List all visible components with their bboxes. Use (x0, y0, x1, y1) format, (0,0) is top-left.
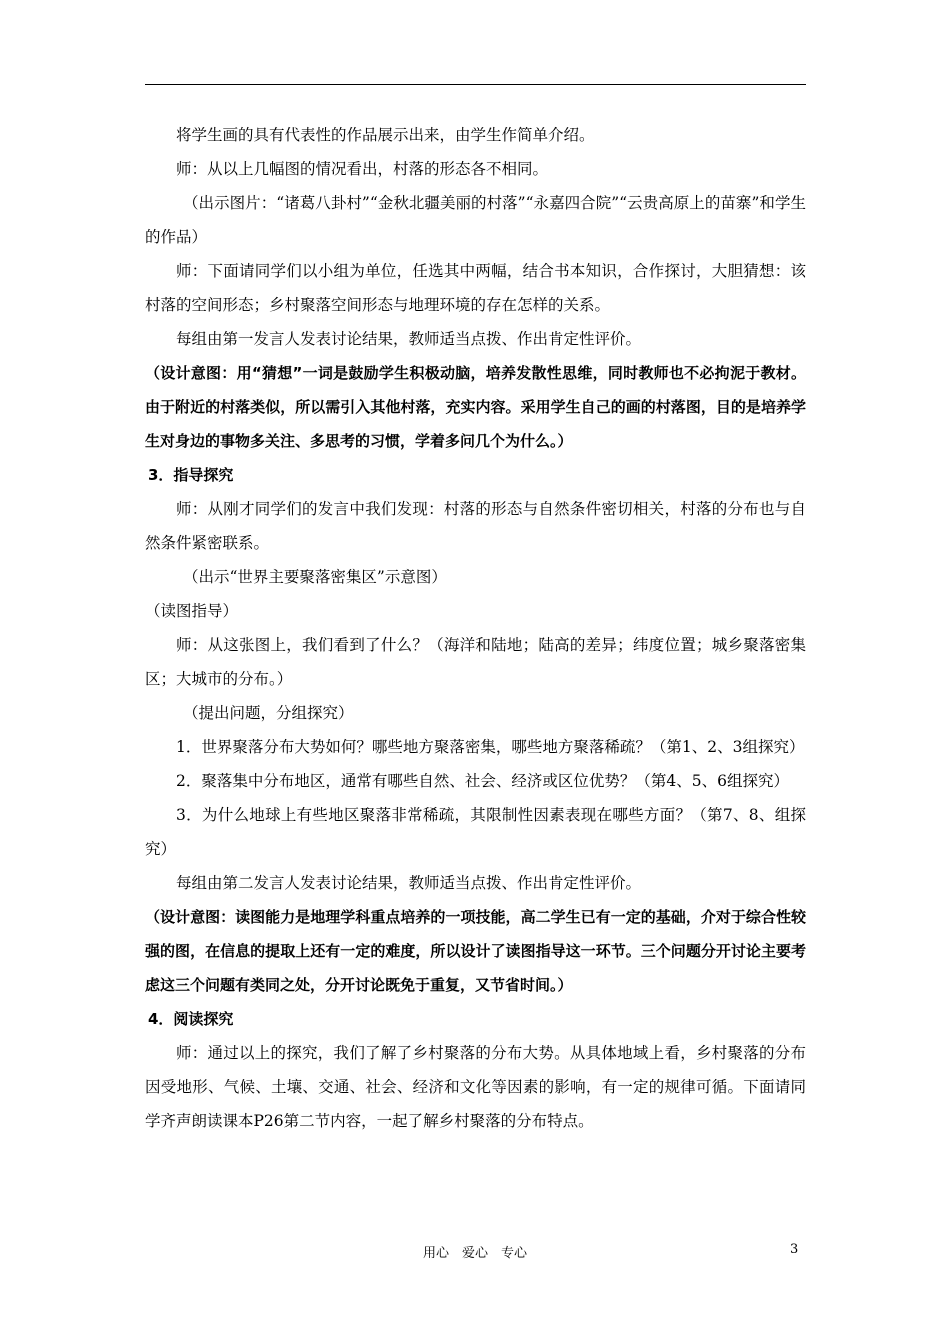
design-intent-2: （设计意图：读图能力是地理学科重点培养的一项技能，高二学生已有一定的基础，介对于综合性较强的图，在信息的提取上还有一定的难度，所以设计了读图指导这一环节。三个问题分开讨论主要考虑这三个问题有类同之处，分开讨论既免于重复，又节省时间。） (145, 908, 806, 994)
paragraph-teacher-observe: 师：从以上几幅图的情况看出，村落的形态各不相同。 (176, 160, 549, 178)
footer-motto: 用心 爱心 专心 (422, 1246, 527, 1261)
question-3: 3．为什么地球上有些地区聚落非常稀疏，其限制性因素表现在哪些方面？（第7、8、组探究） (145, 806, 806, 858)
paragraph-second-speaker: 每组由第二发言人发表讨论结果，教师适当点拨、作出肯定性评价。 (176, 874, 642, 892)
paragraph-teacher-reading: 师：通过以上的探究，我们了解了乡村聚落的分布大势。从具体地域上看，乡村聚落的分布因受地形、气候、土壤、交通、社会、经济和文化等因素的影响，有一定的规律可循。下面请同学齐声朗读课本P26第二节内容，一起了解乡村聚落的分布特点。 (145, 1044, 806, 1130)
design-intent-1: （设计意图：用“猜想”一词是鼓励学生积极动脑，培养发散性思维，同时教师也不必拘泥于教材。由于附近的村落类似，所以需引入其他村落，充实内容。采用学生自己的画的村落图，目的是培养学生对身边的事物多关注、多思考的习惯，学着多问几个为什么。） (145, 364, 806, 450)
page-number: 3 (790, 1242, 799, 1257)
paragraph-group-task: 师：下面请同学们以小组为单位，任选其中两幅，结合书本知识，合作探讨，大胆猜想：该村落的空间形态；乡村聚落空间形态与地理环境的存在怎样的关系。 (145, 262, 806, 314)
paragraph-show-pictures: （出示图片：“诸葛八卦村”“金秋北疆美丽的村落”“永嘉四合院”“云贵高原上的苗寨”和学生的作品） (145, 194, 806, 246)
paragraph-map-guidance: （读图指导） (145, 602, 239, 620)
paragraph-show-works: 将学生画的具有代表性的作品展示出来，由学生作简单介绍。 (176, 126, 595, 144)
paragraph-first-speaker: 每组由第一发言人发表讨论结果，教师适当点拨、作出肯定性评价。 (176, 330, 642, 348)
section-heading-guided-inquiry: 3．指导探究 (148, 466, 234, 484)
paragraph-show-map: （出示“世界主要聚落密集区”示意图） (183, 568, 447, 586)
section-heading-reading-inquiry: 4．阅读探究 (148, 1010, 234, 1028)
paragraph-teacher-map-question: 师：从这张图上，我们看到了什么？（海洋和陆地；陆高的差异；纬度位置；城乡聚落密集区；大城市的分布。） (145, 636, 806, 688)
paragraph-teacher-discover: 师：从刚才同学们的发言中我们发现：村落的形态与自然条件密切相关，村落的分布也与自然条件紧密联系。 (145, 500, 806, 552)
question-1: 1．世界聚落分布大势如何？哪些地方聚落密集，哪些地方聚落稀疏？（第1、2、3组探究） (176, 738, 805, 756)
question-2: 2．聚落集中分布地区，通常有哪些自然、社会、经济或区位优势？（第4、5、6组探究） (176, 772, 789, 790)
document-body (145, 118, 806, 1138)
paragraph-pose-questions: （提出问题，分组探究） (183, 704, 354, 722)
header-rule (145, 84, 806, 85)
